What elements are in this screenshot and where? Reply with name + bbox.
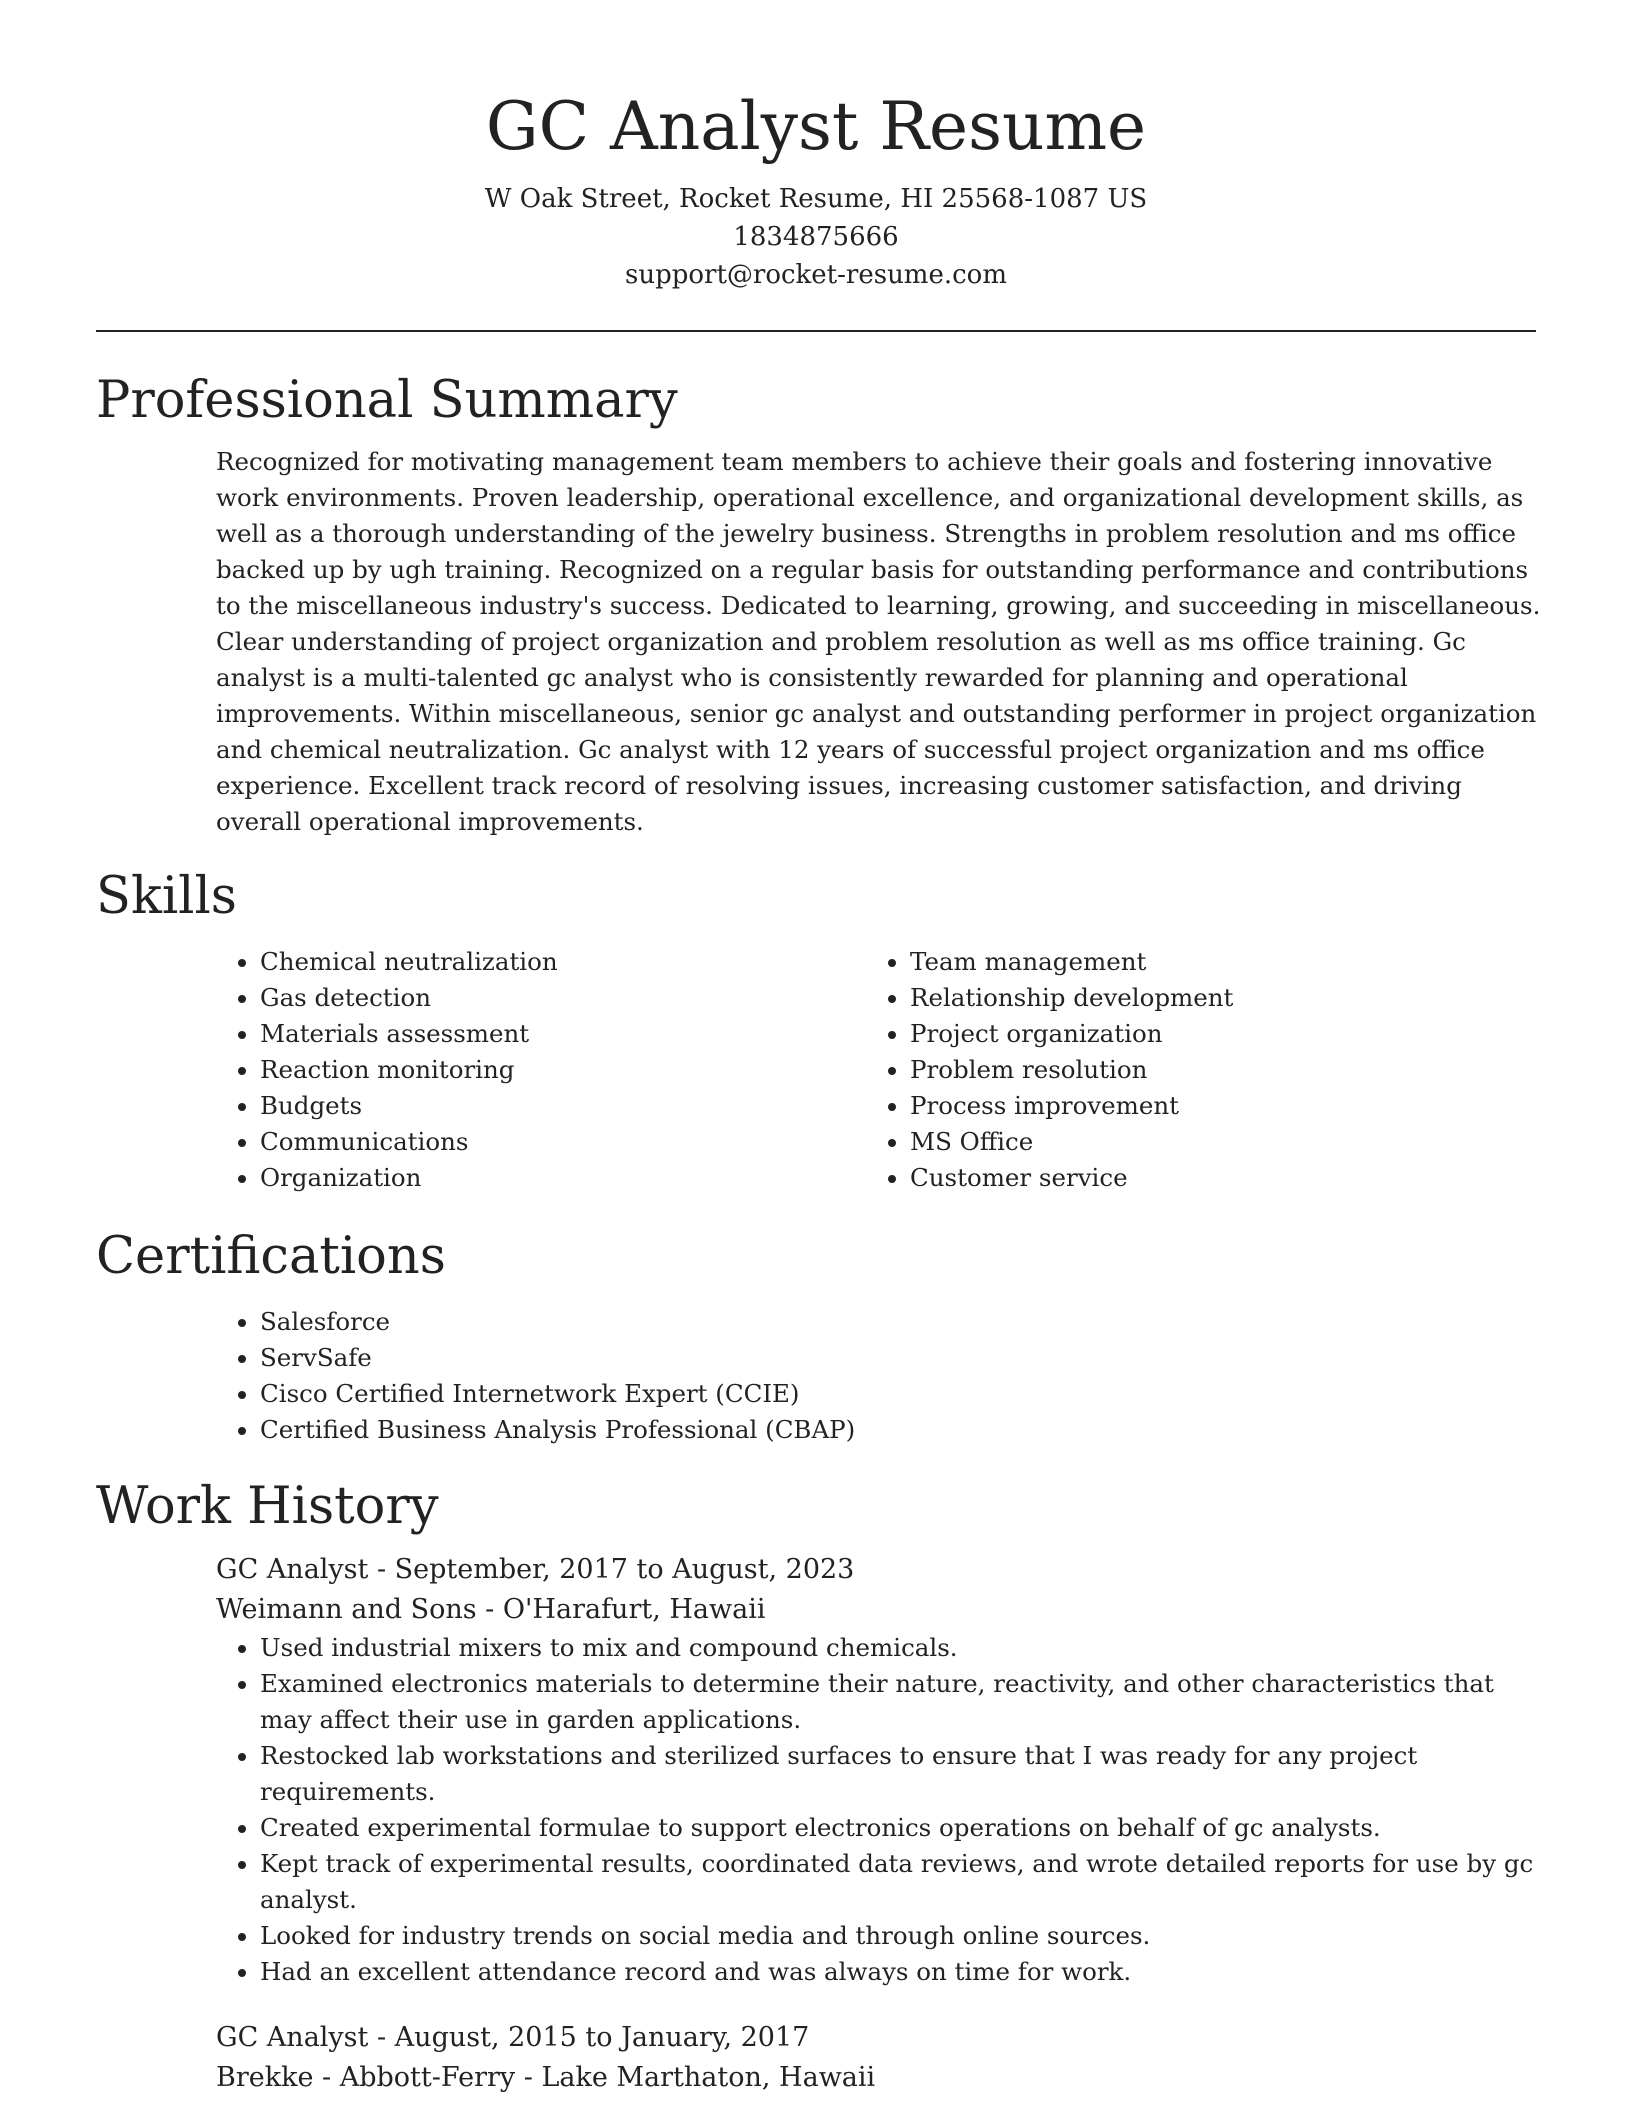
certifications-heading: Certifications	[96, 1227, 446, 1286]
summary-section	[96, 368, 1541, 840]
certification-item: • Cisco Certified Internetwork Expert (CCIE)	[260, 1376, 1536, 1412]
job-bullet: • Used industrial mixers to mix and compound chemicals.	[260, 1630, 1536, 1666]
job-bullet: • Created experimental formulae to support electronics operations on behalf of gc analysts.	[260, 1810, 1536, 1846]
skill-item: • Gas detection	[260, 980, 866, 1016]
resume-header	[96, 0, 1536, 294]
skill-item: • Problem resolution	[910, 1052, 1516, 1088]
work-history-section	[96, 1474, 1536, 2098]
certifications-section	[96, 1224, 1536, 1448]
summary-heading: Professional Summary	[96, 371, 678, 430]
skills-column-left	[216, 944, 866, 1196]
job-bullet: • Kept track of experimental results, coordinated data reviews, and wrote detailed reports for use by gc analyst.	[260, 1846, 1536, 1918]
skill-item: • Organization	[260, 1160, 866, 1196]
job-title: GC Analyst - August, 2015 to January, 2017	[216, 2022, 810, 2053]
skill-item: • Chemical neutralization	[260, 944, 866, 980]
job-title: GC Analyst - September, 2017 to August, 2023	[216, 1554, 855, 1585]
skill-item: • Budgets	[260, 1088, 866, 1124]
phone: 1834875666	[733, 222, 899, 252]
address: W Oak Street, Rocket Resume, HI 25568-1087 US	[484, 184, 1148, 214]
skill-item: • Communications	[260, 1124, 866, 1160]
resume-title: GC Analyst Resume	[485, 88, 1147, 165]
contact-info	[96, 180, 1536, 294]
skill-item: • Reaction monitoring	[260, 1052, 866, 1088]
certification-item: • Salesforce	[260, 1304, 1536, 1340]
job-bullet: • Restocked lab workstations and sterilized surfaces to ensure that I was ready for any project requirements.	[260, 1738, 1536, 1810]
certification-item: • ServSafe	[260, 1340, 1536, 1376]
summary-text: Recognized for motivating management team members to achieve their goals and fostering innovative work environments. Proven leadership, operational excellence, and organizational development skills, as well as a thorough understanding of the jewelry business. Strengths in problem resolution and ms office backed up by ugh training. Recognized on a regular basis for outstanding performance and contributions to the miscellaneous industry's success. Dedicated to learning, growing, and succeeding in miscellaneous. Clear understanding of project organization and problem resolution as well as ms office training. Gc analyst is a multi-talented gc analyst who is consistently rewarded for planning and operational improvements. Within miscellaneous, senior gc analyst and outstanding performer in project organization and chemical neutralization. Gc analyst with 12 years of successful project organization and ms office experience. Excellent track record of resolving issues, increasing customer satisfaction, and driving overall operational improvements.	[216, 447, 1541, 836]
job-bullet: • Looked for industry trends on social media and through online sources.	[260, 1918, 1536, 1954]
header-divider	[96, 330, 1536, 332]
job-company: Weimann and Sons - O'Harafurt, Hawaii	[216, 1594, 766, 1625]
skill-item: • Materials assessment	[260, 1016, 866, 1052]
job-bullet: • Had an excellent attendance record and was always on time for work.	[260, 1954, 1536, 1990]
skill-item: • Team management	[910, 944, 1516, 980]
skill-item: • Customer service	[910, 1160, 1516, 1196]
email: support@rocket-resume.com	[624, 260, 1007, 290]
job-entry	[216, 1550, 1536, 1990]
skill-item: • Project organization	[910, 1016, 1516, 1052]
work-history-heading: Work History	[96, 1477, 439, 1536]
job-bullet: • Examined electronics materials to determine their nature, reactivity, and other characteristics that may affect their use in garden applications.	[260, 1666, 1536, 1738]
skill-item: • Process improvement	[910, 1088, 1516, 1124]
skills-column-right	[866, 944, 1516, 1196]
skills-heading: Skills	[96, 867, 237, 926]
skill-item: • Relationship development	[910, 980, 1516, 1016]
job-entry	[216, 2018, 1536, 2098]
skill-item: • MS Office	[910, 1124, 1516, 1160]
job-company: Brekke - Abbott-Ferry - Lake Marthaton, Hawaii	[216, 2062, 876, 2093]
skills-section	[96, 864, 1536, 1196]
certification-item: • Certified Business Analysis Professional (CBAP)	[260, 1412, 1536, 1448]
resume-page	[96, 0, 1541, 2098]
